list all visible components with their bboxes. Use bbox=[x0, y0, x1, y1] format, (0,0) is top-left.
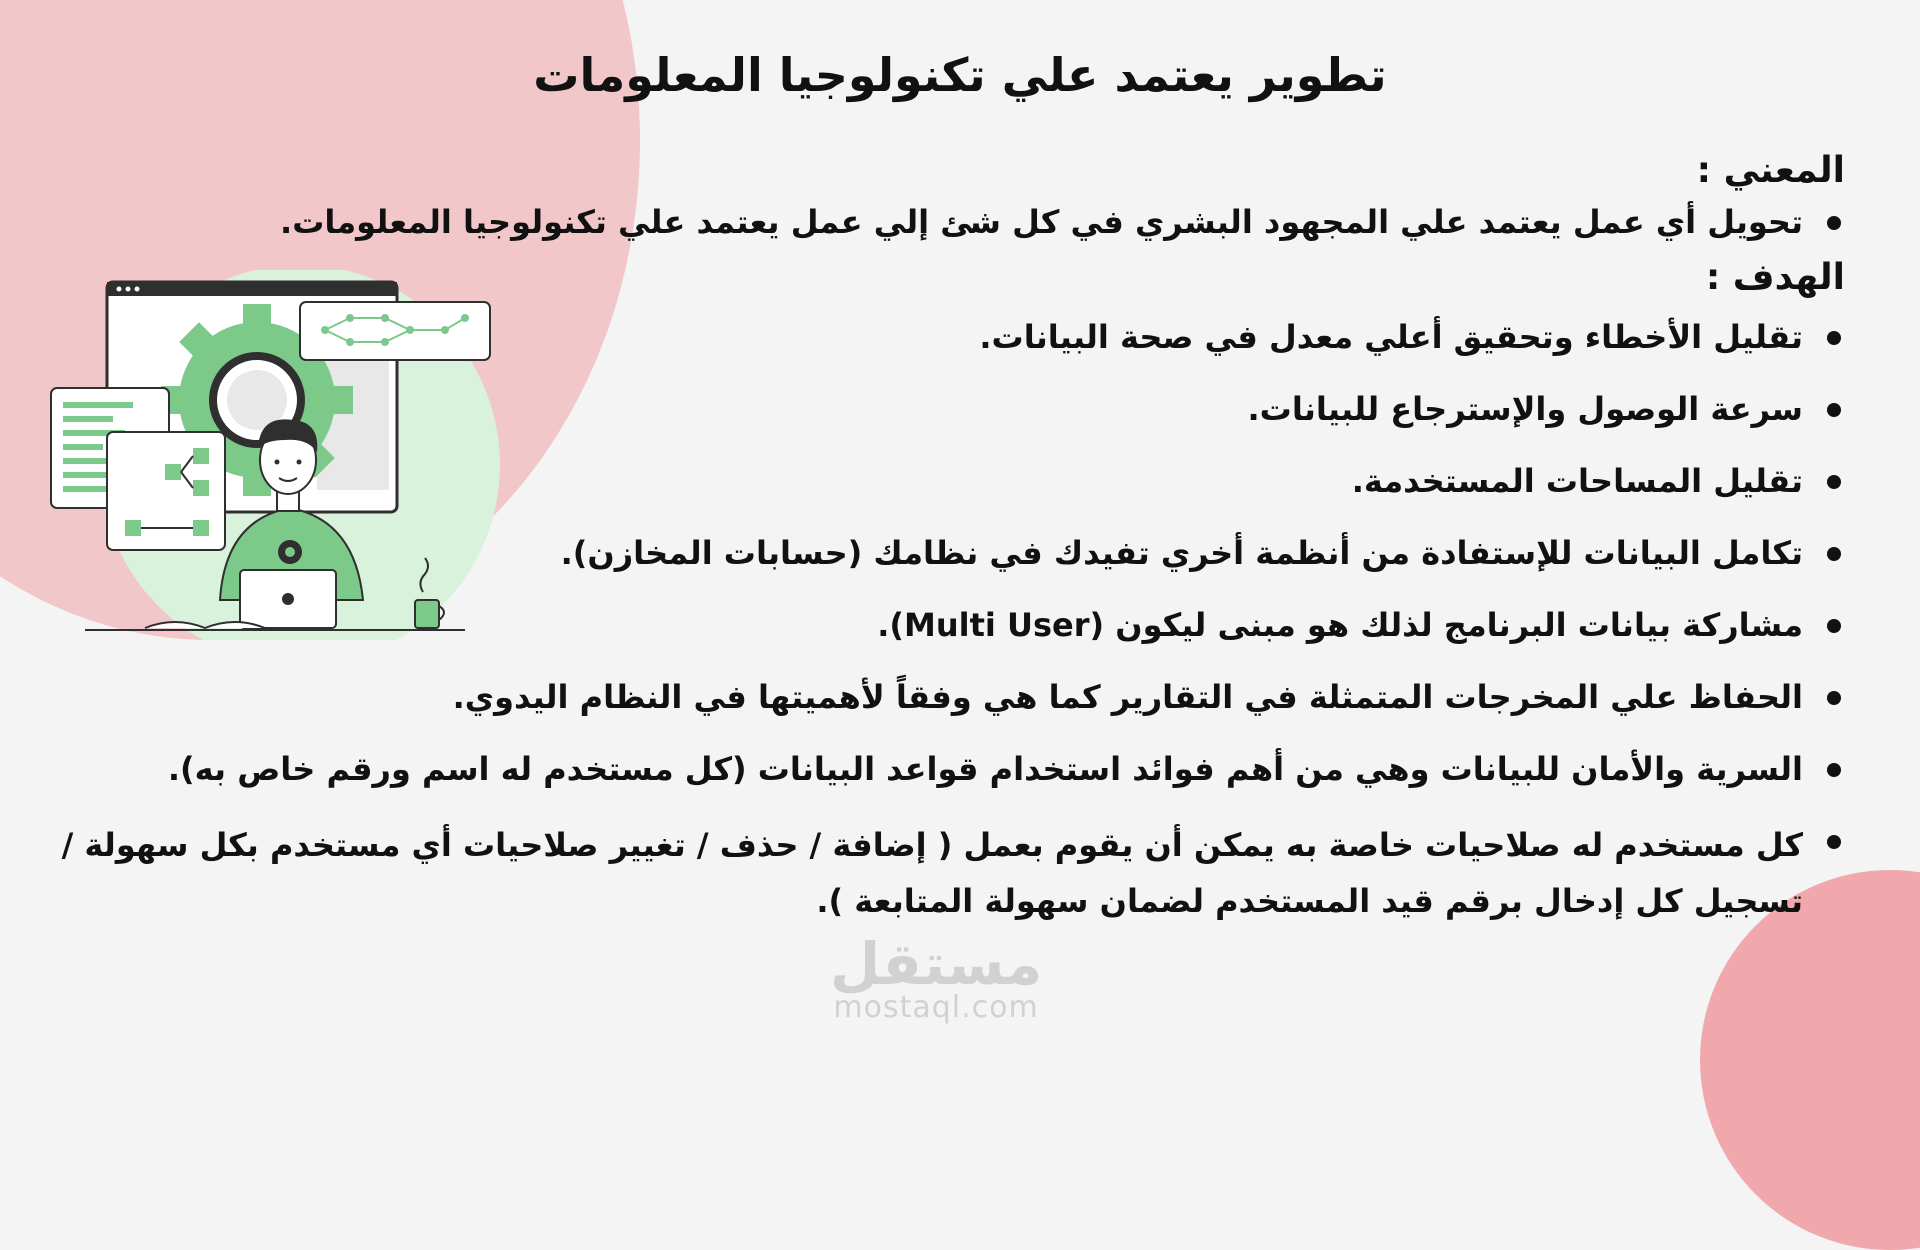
goal-item: السرية والأمان للبيانات وهي من أهم فوائد استخدام قواعد البيانات (كل مستخدم له اسم ورقم خاص به). bbox=[45, 745, 1845, 793]
slide-content bbox=[45, 145, 1845, 929]
goal-item: مشاركة بيانات البرنامج لذلك هو مبنى ليكون (Multi User). bbox=[45, 601, 1845, 649]
watermark-url: mostaql.com bbox=[833, 990, 1039, 1025]
goal-item: تقليل الأخطاء وتحقيق أعلي معدل في صحة البيانات. bbox=[45, 313, 1845, 361]
goal-item: سرعة الوصول والإسترجاع للبيانات. bbox=[45, 385, 1845, 433]
watermark-logo: مستقل bbox=[830, 930, 1043, 998]
goal-item: تكامل البيانات للإستفادة من أنظمة أخري تفيدك في نظامك (حسابات المخازن). bbox=[45, 529, 1845, 577]
meaning-item: تحويل أي عمل يعتمد علي المجهود البشري في كل شئ إلي عمل يعتمد علي تكنولوجيا المعلومات. bbox=[45, 198, 1845, 246]
goal-item: تقليل المساحات المستخدمة. bbox=[45, 457, 1845, 505]
meaning-list bbox=[45, 198, 1845, 246]
goal-item: الحفاظ علي المخرجات المتمثلة في التقارير كما هي وفقاً لأهميتها في النظام اليدوي. bbox=[45, 673, 1845, 721]
watermark bbox=[830, 930, 1043, 1025]
slide-title: تطوير يعتمد علي تكنولوجيا المعلومات bbox=[533, 48, 1387, 102]
goal-item: كل مستخدم له صلاحيات خاصة به يمكن أن يقوم بعمل ( إضافة / حذف / تغيير صلاحيات أي مستخدم بكل سهولة / تسجيل كل إدخال برقم قيد المستخدم لضمان سهولة المتابعة ). bbox=[45, 817, 1845, 929]
meaning-heading: المعني : bbox=[1696, 150, 1845, 191]
goal-heading: الهدف : bbox=[1705, 257, 1845, 299]
goal-list bbox=[45, 313, 1845, 929]
